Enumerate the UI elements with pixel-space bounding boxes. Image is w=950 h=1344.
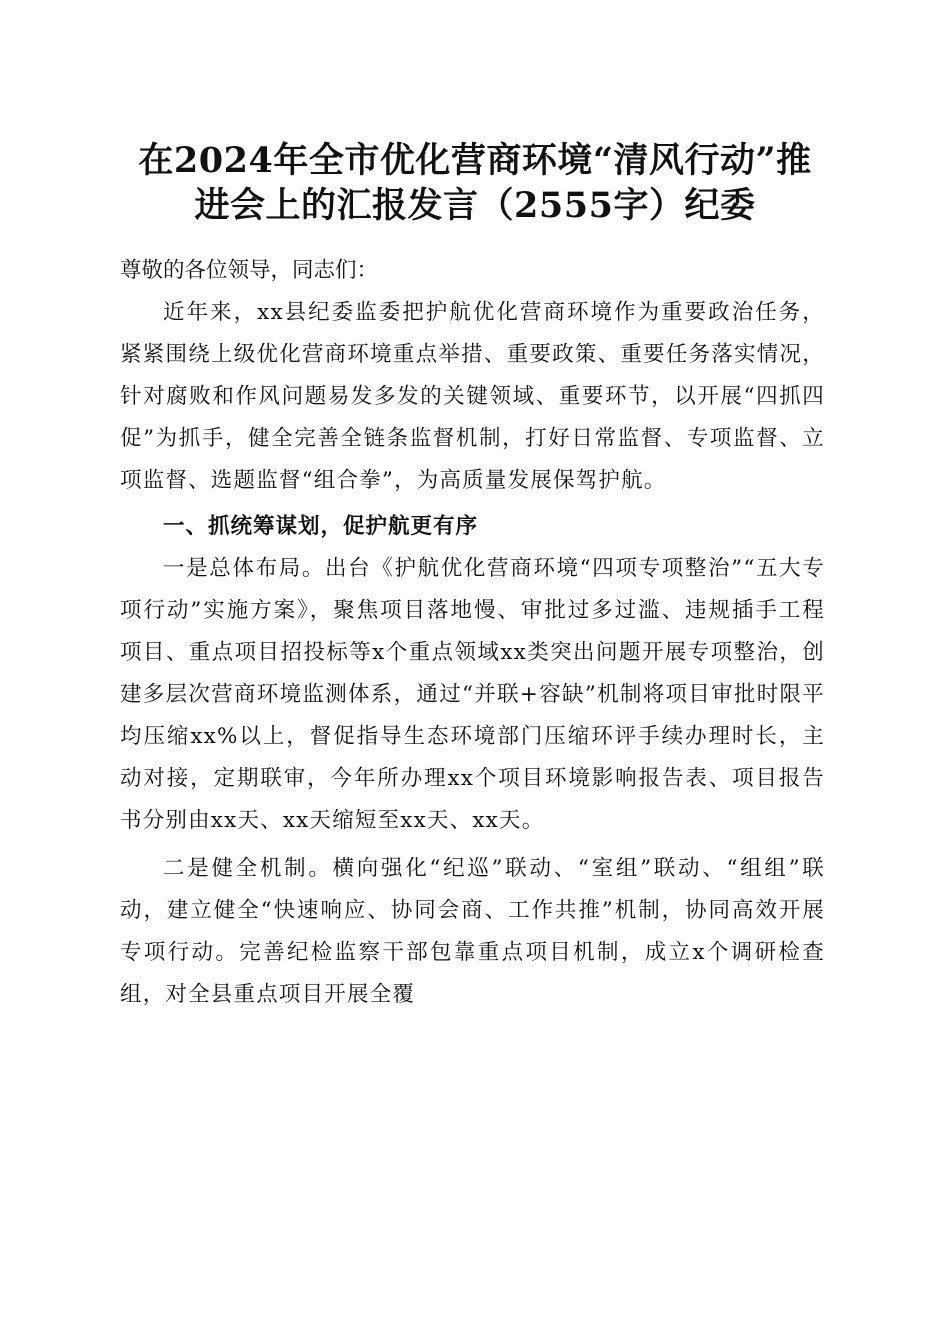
paragraph-overall-layout: 一是总体布局。出台《护航优化营商环境“四项专项整治”“五大专项行动”实施方案》，聚焦项目落地慢、审批过多过滥、违规插手工程项目、重点项目招投标等x个重点领域xx类突出问题开展专项整治，创建多层次营商环境监测体系，通过“并联+容缺”机制将项目审批时限平均压缩xx%以上，督促指导生态环境部门压缩环评手续办理时长，主动对接，定期联审，今年所办理xx个项目环境影响报告表、项目报告书分别由xx天、xx天缩短至xx天、xx天。 (120, 556, 825, 833)
paragraph-mechanism: 二是健全机制。横向强化“纪巡”联动、“室组”联动、“组组”联动，建立健全“快速响应、协同会商、工作共推”机制，协同高效开展专项行动。完善纪检监察干部包靠重点项目机制，成立x个调研检查组，对全县重点项目开展全覆 (120, 856, 825, 1007)
intro-paragraph: 近年来，xx县纪委监委把护航优化营商环境作为重要政治任务，紧紧围绕上级优化营商环境重点举措、重要政策、重要任务落实情况，针对腐败和作风问题易发多发的关键领域、重要环节，以开展“四抓四促”为抓手，健全完善全链条监督机制，打好日常监督、专项监督、立项监督、选题监督“组合拳”，为高质量发展保驾护航。 (120, 300, 825, 493)
document-title-line-2: 进会上的汇报发言（2555字）纪委 (194, 185, 756, 226)
document-title (110, 138, 840, 228)
document-title-line-1: 在2024年全市优化营商环境“清风行动”推 (138, 140, 812, 181)
section-heading-1: 一、抓统筹谋划，促护航更有序 (163, 514, 479, 539)
salutation: 尊敬的各位领导，同志们： (120, 258, 379, 283)
document-body (120, 250, 825, 1016)
